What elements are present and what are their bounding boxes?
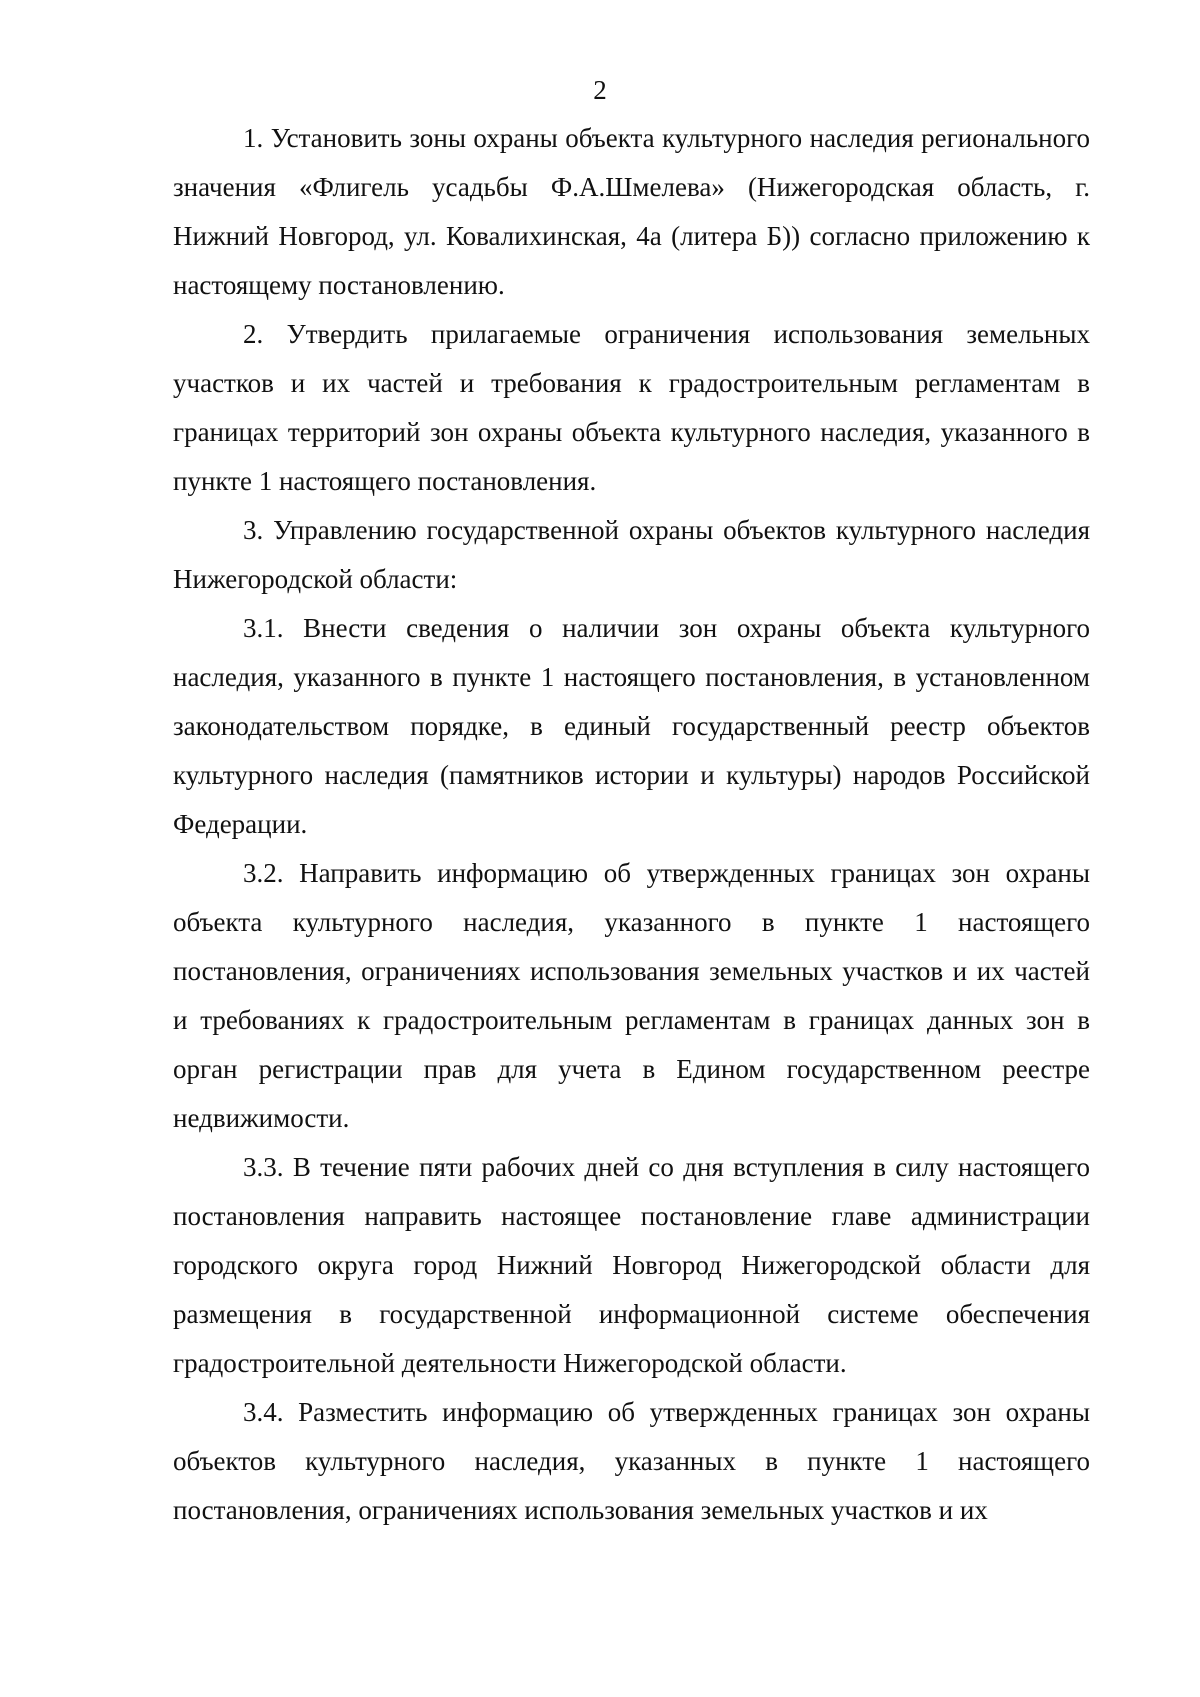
document-body (173, 114, 1090, 1535)
paragraph-3-2: 3.2. Направить информацию об утвержденных границах зон охраны объекта культурного наследия, указанного в пункте 1 настоящего постановления, ограничениях использования земельных участков и их частей и требованиях к градостроительным регламентам в границах данных зон в орган регистрации прав для учета в Едином государственном реестре недвижимости. (173, 858, 1090, 1133)
paragraph-1: 1. Установить зоны охраны объекта культурного наследия регионального значения «Флигель усадьбы Ф.А.Шмелева» (Нижегородская область, г. Нижний Новгород, ул. Ковалихинская, 4а (литера Б)) согласно приложению к настоящему постановлению. (173, 123, 1090, 300)
page-number: 2 (593, 75, 607, 105)
paragraph-2: 2. Утвердить прилагаемые ограничения использования земельных участков и их частей и требования к градостроительным регламентам в границах территорий зон охраны объекта культурного наследия, указанного в пункте 1 настоящего постановления. (173, 319, 1090, 496)
paragraph-3-3: 3.3. В течение пяти рабочих дней со дня вступления в силу настоящего постановления направить настоящее постановление главе администрации городского округа город Нижний Новгород Нижегородской области для размещения в государственной информационной системе обеспечения градостроительной деятельности Нижегородской области. (173, 1152, 1090, 1378)
paragraph-3-1: 3.1. Внести сведения о наличии зон охраны объекта культурного наследия, указанного в пункте 1 настоящего постановления, в установленном законодательством порядке, в единый государственный реестр объектов культурного наследия (памятников истории и культуры) народов Российской Федерации. (173, 613, 1090, 839)
paragraph-3-4: 3.4. Разместить информацию об утвержденных границах зон охраны объектов культурного наследия, указанных в пункте 1 настоящего постановления, ограничениях использования земельных участков и их (173, 1397, 1090, 1525)
paragraph-3: 3. Управлению государственной охраны объектов культурного наследия Нижегородской области: (173, 515, 1090, 594)
